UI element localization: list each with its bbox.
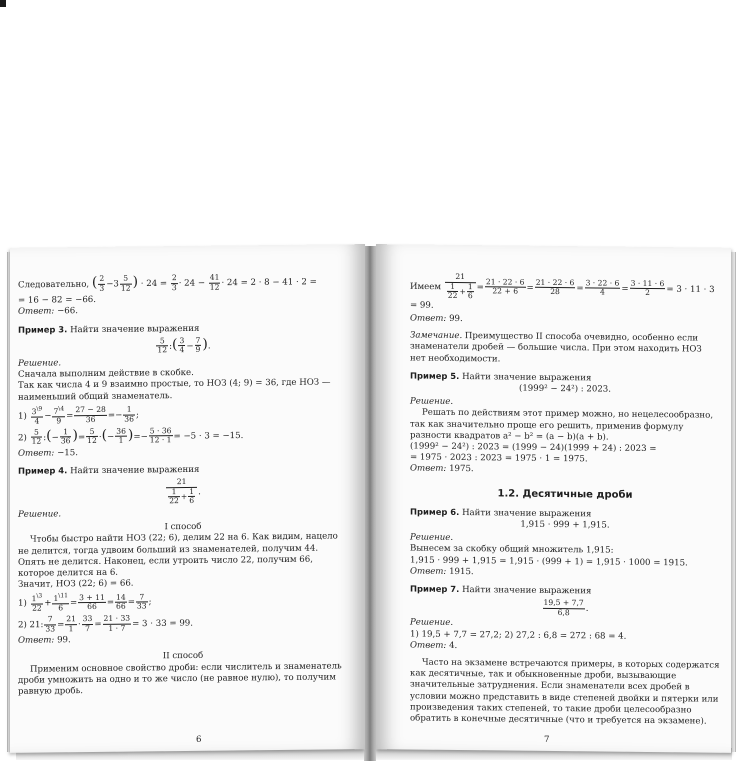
example-7-header: Пример 7. Найти значение выражения	[410, 583, 592, 597]
answer-5: Ответ: 1975.	[410, 463, 474, 475]
method-2-heading: II способ	[162, 651, 204, 662]
right-page-content	[410, 270, 720, 728]
step-2: 2) 21: $\frac{7}{33}$ = $\frac{21}{1}$ · $\frac{33}{7}$ = $\frac{21 \cdot 33}{1 \cdot 7}$ = 3 · 33 = 99.	[18, 613, 193, 634]
solution-text: 1,915 · 999 + 1,915 = 1,915 · (999 + 1) = 1,915 · 1000 = 1915.	[410, 555, 688, 569]
solution-text: (1999² − 24²) : 2023 = (1999 − 24)(1999 + 24) : 2023 =	[410, 441, 657, 455]
page-number: 6	[196, 734, 202, 745]
answer-6: Ответ: 1915.	[410, 566, 474, 578]
solution-text: 1) 19,5 + 7,7 = 27,2; 2) 27,2 : 6,8 = 272 : 68 = 4.	[410, 629, 627, 642]
right-page	[376, 244, 731, 753]
solution-label: Решение.	[410, 532, 454, 544]
text: = 3 · 11 · 3 = 99.	[410, 284, 715, 311]
example-4-expression: 21 $\frac{1}{22}$ + $\frac{1}{6}$ .	[18, 476, 348, 507]
step-2: 2) $\frac{5}{12}$ :(− $\frac{1}{36}$ )= $\frac{5}{12}$ ·(− $\frac{36}{1}$ )=− $\frac{5 \cdot 36}{12 \cdot 1}$ = −5 · 3 = −15.	[18, 425, 244, 446]
step-1: 1) $\frac{3^{\backslash 9}}{4}$ − $\frac{7^{\backslash 4}}{9}$ = $\frac{27 - 28}{36}$ =− $\frac{1}{36}$ ;	[18, 404, 139, 426]
solution-text: = 1975 · 2023 : 2023 = 1975 · 1 = 1975.	[410, 452, 588, 465]
step-1: 1) $\frac{1^{\backslash 3}}{22}$ + $\frac{1^{\backslash 11}}{6}$ = $\frac{3 + 11}{66}$ = $\frac{14}{66}$ = $\frac{7}{33}$ ;	[18, 592, 152, 614]
method-2-text: Применим основное свойство дроби: если числитель и знаменатель дроби умножить на одно и то же число (не равное нулю), то получим равную дробь.	[18, 661, 342, 697]
corner-mark	[0, 0, 6, 7]
solution-text: Так как числа 4 и 9 взаимно простые, то НОЗ (4; 9) = 36, где НОЗ — наименьший общий знаменатель.	[18, 377, 331, 403]
example-7-expression: $\frac{19,5 + 7,7}{6,8}$ .	[543, 598, 589, 618]
example-6-expression: 1,915 · 999 + 1,915.	[520, 519, 610, 531]
text: Имеем	[410, 281, 442, 293]
book-spine	[364, 246, 376, 761]
example-3-expression: $\frac{5}{12}$ :( $\frac{3}{4}$ − $\frac{7}{9}$ ).	[157, 335, 211, 355]
example-6-header: Пример 6. Найти значение выражения	[410, 506, 592, 520]
section-title: 1.2. Десятичные дроби	[497, 488, 633, 501]
solution-label: Решение.	[18, 358, 62, 369]
text: · 24 −	[178, 278, 206, 289]
answer-1: Ответ: −66.	[18, 306, 78, 318]
left-page-content	[18, 270, 348, 698]
example-4-header: Пример 4. Найти значение выражения	[18, 464, 200, 477]
answer-3: Ответ: 99.	[18, 635, 71, 646]
example-5-header: Пример 5. Найти значение выражения	[410, 370, 592, 384]
solution-text: Решать по действиям этот пример можно, но нецелесообразно, так как значительно проще его решить, применив формулу разности квадратов a² − b² = (a − b)(a + b).	[410, 408, 714, 443]
calc-line-2: = 16 − 82 = −66.	[18, 295, 96, 306]
example-3-header: Пример 3. Найти значение выражения	[18, 323, 200, 335]
solution-label: Решение.	[410, 617, 454, 629]
solution-label: Решение.	[18, 509, 62, 520]
closing-paragraph: Часто на экзамене встречаются примеры, в которых содержатся как десятичные, так и обыкновенные дроби, вызывающие значительные затруднения. Если знаменатели всех дробей в условии можно представить в виде степеней двойки и пятерки или произведения таких степеней, то такие дроби целесообразно обратить в конечные десятичные (что и требуется на экзамене).	[410, 657, 720, 727]
method-1-text: Чтобы быстро найти НОЗ (22; 6), делим 22 на 6. Как видим, нацело не делится, тогда удвоим больший из знаменателей, получим 44. Опять не делится. Наконец, если утроить число 22, получим 66, которое делится на 6.	[18, 531, 338, 579]
example-5-expression: (1999² − 24²) : 2023.	[518, 383, 612, 395]
method-1-noz: Значит, НОЗ (22; 6) = 66.	[18, 578, 134, 590]
open-book	[0, 238, 748, 764]
answer-1: Ответ: 99.	[410, 313, 463, 325]
left-page	[10, 244, 365, 753]
solution-label: Решение.	[410, 396, 454, 408]
calc-line-1: Следовательно, ( $\frac{2}{3}$ −3 $\frac{5}{12}$ ) · 24 = $\frac{2}{3}$ · 24 − $\frac{41}{12}$ · 24 = 2 · 8 − 41 · 2 =	[18, 272, 317, 293]
note: Замечание. Преимущество II способа очевидно, особенно если знаменатели дробей — большие числа. При этом находить НОЗ нет необходимости.	[410, 330, 702, 365]
text: · 24 =	[140, 278, 168, 290]
text: Следовательно,	[18, 279, 90, 291]
calc-line-1: Имеем 21 $\frac{1}{22}$ + $\frac{1}{6}$ = $\frac{21 \cdot 22 \cdot 6}{22 + 6}$ = $\frac{21 \cdot 22 \cdot 6}{28}$ = $\frac{3 \cdot 22 \cdot 6}{4}$ = $\frac{3 \cdot 11 \cdot 6}{2}$ = 3 · 11 · 3 = 99.	[410, 271, 715, 311]
page-number: 7	[544, 734, 550, 745]
answer-2: Ответ: −15.	[18, 447, 78, 459]
method-1-heading: I способ	[164, 521, 202, 533]
answer-7: Ответ: 4.	[410, 640, 458, 651]
solution-text: Вынесем за скобку общий множитель 1,915:	[410, 543, 614, 557]
text: · 24 = 2 · 8 − 41 · 2 =	[221, 277, 317, 289]
solution-text: Сначала выполним действие в скобке.	[18, 368, 194, 380]
